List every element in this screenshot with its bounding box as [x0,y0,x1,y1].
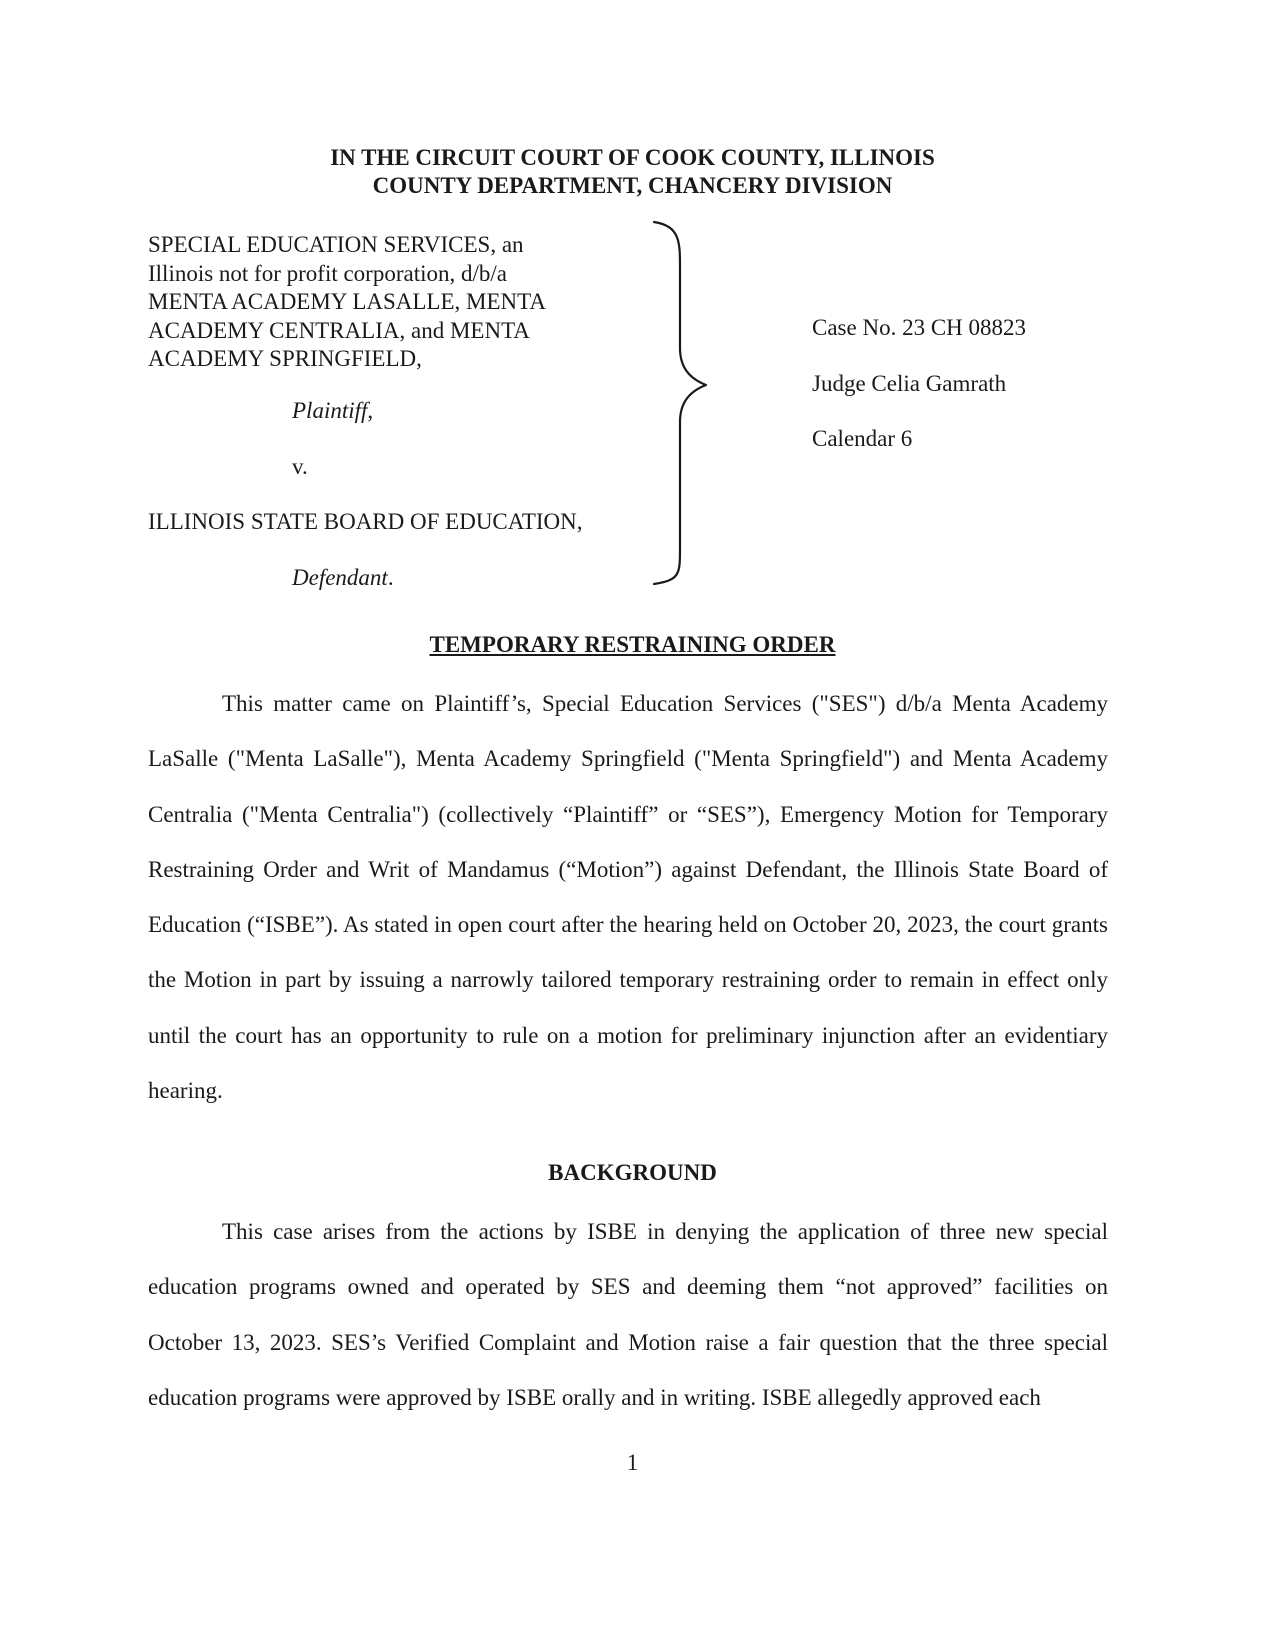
plaintiff-line: SPECIAL EDUCATION SERVICES, an [148,232,524,257]
page-number: 1 [626,1450,639,1475]
plaintiff-line: ACADEMY SPRINGFIELD, [148,346,422,371]
caption-plaintiff-block [148,231,648,374]
court-header [0,144,1265,200]
order-title: TEMPORARY RESTRAINING ORDER [429,632,836,657]
plaintiff-line: Illinois not for profit corporation, d/b/a [148,260,507,286]
defendant-role-text: Defendant [292,565,388,590]
plaintiff-role-text: Plaintiff [292,398,368,423]
plaintiff-role-label [292,397,373,425]
court-header-line-1: IN THE CIRCUIT COURT OF COOK COUNTY, ILLINOIS [330,145,935,170]
calendar-number: Calendar 6 [812,426,913,451]
caption-brace [640,218,720,588]
court-header-line-2: COUNTY DEPARTMENT, CHANCERY DIVISION [372,173,893,198]
plaintiff-line: ACADEMY CENTRALIA, and MENTA [148,317,530,343]
background-paragraph: This case arises from the actions by ISBE in denying the application of three new special education programs owned and operated by SES and deeming them “not approved” facilities on October 13, 2023. SES’s Verified Complaint and Motion raise a fair question that the three special education programs were approved by ISBE orally and in writing. ISBE allegedly approved each [148,1219,1108,1410]
defendant-role-punct: . [387,565,394,590]
intro-paragraph: This matter came on Plaintiff’s, Special Education Services ("SES") d/b/a Menta Academy LaSalle ("Menta LaSalle"), Menta Academy Springfield ("Menta Springfield") and Menta Academy Centralia ("Menta Centralia") (collectively “Plaintiff” or “SES”), Emergency Motion for Temporary Restraining Order and Writ of Mandamus (“Motion”) against Defendant, the Illinois State Board of Education (“ISBE”). As stated in open court after the hearing held on October 20, 2023, the court grants the Motion in part by issuing a narrowly tailored temporary restraining order to remain in effect only until the court has an opportunity to rule on a motion for preliminary injunction after an evidentiary hearing. [148,691,1108,1104]
plaintiff-role-punct: , [367,398,374,423]
judge-name: Judge Celia Gamrath [812,371,1007,396]
defendant-role-label [292,564,394,592]
defendant-name: ILLINOIS STATE BOARD OF EDUCATION, [148,509,583,534]
background-heading: BACKGROUND [548,1160,717,1185]
versus-label: v. [292,454,308,479]
plaintiff-line: MENTA ACADEMY LASALLE, MENTA [148,289,546,314]
case-number: Case No. 23 CH 08823 [812,315,1027,340]
